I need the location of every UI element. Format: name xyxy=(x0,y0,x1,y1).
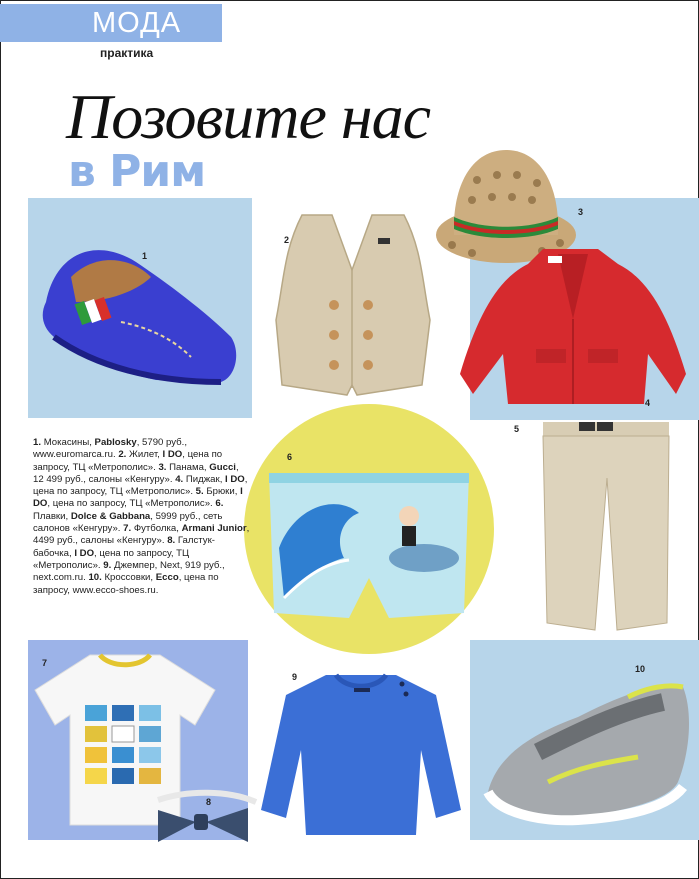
caption-entry-3: 3. Панама, Gucci, 12 499 руб., салоны «Кенгуру». xyxy=(33,461,239,485)
item-number-3: 3 xyxy=(578,207,584,217)
sneakers-image xyxy=(478,672,698,837)
trousers-image xyxy=(537,418,675,632)
item-number-5: 5 xyxy=(514,424,520,434)
section-tab: МОДА xyxy=(0,4,222,42)
moccasin-image xyxy=(36,232,244,402)
red-blazer-image xyxy=(448,244,698,409)
item-number-6: 6 xyxy=(287,452,293,462)
item-number-1: 1 xyxy=(142,251,148,261)
caption-entry-2: 2. Жилет, I DO, цена по запросу, ТЦ «Метрополис». xyxy=(33,449,223,473)
item-number-7: 7 xyxy=(42,658,48,668)
item-number-2: 2 xyxy=(284,235,290,245)
bow-tie-image xyxy=(148,780,258,850)
product-caption xyxy=(33,437,251,597)
subsection-label: практика xyxy=(100,46,154,60)
item-number-10: 10 xyxy=(635,664,646,674)
item-number-9: 9 xyxy=(292,672,298,682)
item-number-4: 4 xyxy=(645,398,651,408)
headline-line-2: в Рим xyxy=(68,146,206,197)
item-number-8: 8 xyxy=(206,797,212,807)
caption-entry-5: 5. Брюки, I DO, цена по запросу, ТЦ «Метрополис». xyxy=(33,486,243,510)
caption-entry-9: 9. Джемпер, Next, 919 руб., next.com.ru. xyxy=(33,559,225,584)
swim-trunks-image xyxy=(264,468,474,628)
caption-entry-10: 10. Кроссовки, Ecco, цена по запросу, www.ecco-shoes.ru. xyxy=(33,572,219,596)
vest-image xyxy=(272,210,434,400)
headline-line-1: Позовите нас xyxy=(66,81,431,152)
caption-entry-4: 4. Пиджак, I DO, цена по запросу, ТЦ «Метрополис». xyxy=(33,473,248,498)
caption-entry-6: 6. Плавки, Dolce & Gabbana, 5999 руб., сеть салонов «Кенгуру». xyxy=(33,498,224,535)
sweater-image xyxy=(256,670,466,842)
caption-entry-1: 1. Мокасины, Pablosky, 5790 руб., www.euromarca.ru. xyxy=(33,437,187,461)
caption-entry-7: 7. Футболка, Armani Junior, 4499 руб., салоны «Кенгуру». xyxy=(33,523,250,547)
caption-entry-8: 8. Галстук-бабочка, I DO, цена по запросу, ТЦ «Метрополис». xyxy=(33,535,215,571)
